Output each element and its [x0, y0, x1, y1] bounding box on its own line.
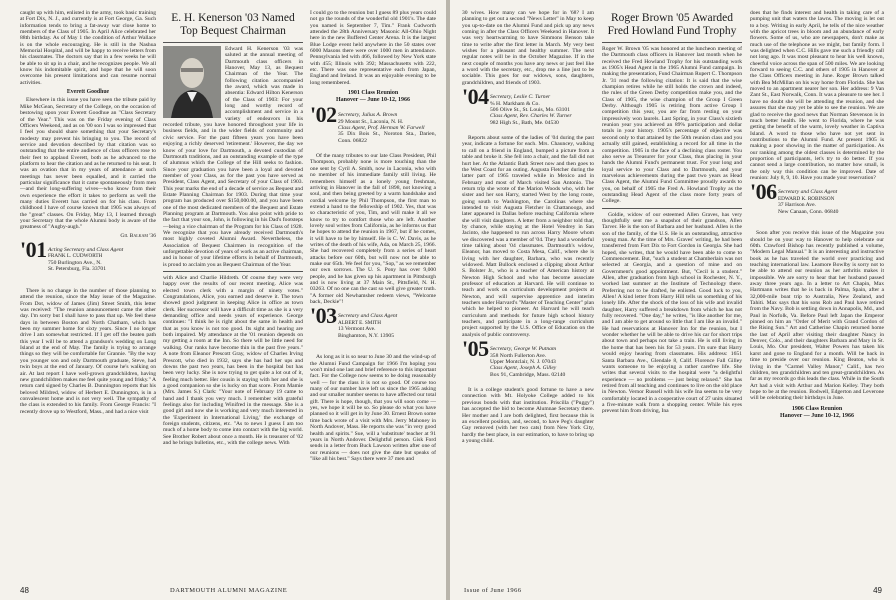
right-column-3: [750, 10, 884, 580]
secretary-address: 506 Olive St., St. Louis, Mo. 63101: [490, 106, 571, 113]
secretary-address: New Canaan, Conn. 06840: [778, 208, 839, 215]
secretary-address: 358 North Fullerton Ave.: [490, 352, 547, 359]
class-1905-header: [462, 336, 594, 384]
class-secretary-block: [48, 247, 123, 273]
class-notes-1903: As long as it is so near to June 30 and the wind-up of the Alumni Fund Campaign for 1966 I'm hoping you won't mind one last and brief reference to this important fact. For the College now seems to be doing reasonably well — for the class it is not so good. Of course too many of our number have left us since the 1965 asking and our smaller number seems to have affected our total gift. There is hope, though, that you will soon come — yes, we hope it will be so. So please do what you have planned so it will get in by June 30. Ernest Brown some time back wrote of a visit with Mrs. Jerry Mahoney in North Andover, Mass. He reports she was "in very good health and spirits." Sue, will a 'substitute' teacher at 91 years in North Andover. Delightful person. Gisk Ford sends in a letter from Buck Lawson written after one of our reunions — does not give the date but speaks of "like all his best." Says there were 37 men and: [310, 354, 436, 462]
secretary-name: ALBERT E. SMITH: [338, 319, 381, 326]
class-year: '06: [750, 179, 777, 205]
headline-kenerson: E. H. Kenerson '03 Named Top Bequest Chairman: [171, 12, 295, 37]
reunion-text: 1901 Class Reunion Hanover — June 10-12, 1966: [335, 90, 411, 104]
divider: [602, 208, 742, 209]
portrait-image: [163, 46, 221, 118]
footer-right: Issue of June 1966: [464, 587, 522, 594]
class-notes-1905: It is a college student's good fortune to have a new connection with Mt. Holyoke College added to his previous bonds with that institution. Priscilla ("Puggy") has accepted the bid to become Alumnae Secretary there. Her mother and I are both delighted, first because this is an excellent position, and, second, to have Peg's daughter Gay removed (with her two cats) from New York City, hardly the best place, in our estimation, to have to bring up a young child.: [462, 387, 594, 444]
secretary-name: EDWARD K. ROBINSON: [778, 195, 835, 202]
class-secretary-block: [338, 313, 397, 339]
class-notes-1904: Reports about some of the ladies of '04 during the past year, indicate a fortune for each. Mrs. Chauncey, walking to call on a friend in England, bumped a picture from a table and broke it. She fell into a chair, and the fall did not hurt her. At the Atlantic Bath Street now and then goes to the West Coast for an outing. Augusta Fletcher during the latter part of 1965 traveled while in Mexico and in February and most of March visited San Antonio. The return trip she wrote of the Marion Woods who, with her sister and her son Harry, started West by the long route, going south to Washington, the Carolinas where she intended to visit Augusta Fletcher in Chattanooga, and later appeared in Dallas before reaching California where she will visit daughters. A letter from a neighbor told that, by chance, while staying at the Hotel Vendrey in San Jacinto, she happened to run across Harry Moore whom we discovered was a member of '04. They had a wonderful time talking about '04 classmates. Dartmouth's widow, Eleanor, has moved to Costa Mesa, Calif., where she is living with her daughter, Barbara, who was recently widowed. Matt Bullock enclosed a clipping about Arthur S. Bolster Jr., who is a teacher of American history at Newton High School and who has become associate professor of education at Harvard. He will continue to teach and work on curriculum development projects at Newton, and will supervise apprentice and interim teachers under Harvard's "Master of Teaching Center" plan which he helped to pioneer. At Harvard he will teach curriculum and methods for future high school history teachers, and participate in a long-range curriculum project supported by the U.S. Office of Education on the analysis of public controversy.: [462, 135, 594, 338]
class-year: '02: [310, 102, 337, 128]
agent-line: Class Agent, Rev. Charles W. Turner: [490, 113, 572, 120]
secretary-line: Acting Secretary and Class Agent: [48, 247, 124, 254]
agent-line: Class Agent, Joseph A. Gilley: [490, 365, 557, 372]
portrait-photo: [163, 46, 221, 118]
obituary-heading: Everett Goodhue: [66, 89, 110, 96]
class-notes-1901-cont: with Alice and Charlie Hildreth. Of course they were very happy over the results of our recent meeting. Alice was elected town clerk with a margin of ninety votes." Congratulations, Alice, you earned and deserve it. The town showed good judgment in keeping Alice in office as town clerk. Her successor will have a difficult time as she is a very demanding office and needs years of experience. George continues: "I think he is right about the same in health and that as you know is not too good. Its sight and hearing are both impaired. My attendance at the '01 reunion depends on my getting a room at the Inn. So there will be little need for walking. Our ranks have become thin in the past five years." A note from Eleanor Prescott Gray, widow of Charles Irving Prescott, who died in 1932, says she has had her ups and downs the past two years, has been in the hospital but has been very lucky. She is now trying to get quite a lot out of it, feeling much better. Her cousin is staying with her and she is a good companion so she is lucky on that score. From Mamie (Mrs. James S.) Clark: "Your note of February 19 came to hand and I thank you very much. I remember with grateful feelings also for including Winifred in the message. She is a good girl and now she is working and very much interested in the 'Experiment in International Living,' the exchange of foreign students, citizens, etc. "As to news I guess I am too much of a home body to come into contact with the big world. See Brother Robert about once a month. He is treasurer of '02 and he brings bulletins, etc., with the college news. With: [163, 275, 303, 446]
secretary-address: % H. Markham & Co.: [490, 100, 540, 107]
article-intro: caught up with him, enlisted in the army, took basic training at Fort Dix, N. J., and currently is at Fort George, Ga. Such information tends to bring a fat-away war close home to members of the Class of 1905. In April Alice celebrated her 88th birthday. As of May 1 the condition of Arthur Wallace is on the whole encouraging. He is still in the Nashua Memorial Hospital, and will be happy to receive letters from his classmates. The doctors say that in a few weeks he will be able to sit up in a chair, and he recognizes people. We all know his indomitable spirit, and hope that he will soon overcome his present limitations and can resume normal activities.: [20, 10, 156, 86]
secretary-address: 29 Mount St., Laconia, N. H.: [338, 118, 404, 125]
class-notes-1902: Of the many tributes to our late Class President, Phil Thompson, probably none is more touching than the one sent by Cyril A. Smith, now in Laconia, who with no member of his immediate family still living. He remembers himself as a lonely young freshman, arriving in Hanover in the fall of 1898, not knowing a soul, and then being greeted by a warm handshake and cordial welcome by Phil Thompson, the first man to extend a hand to the fellowship of 1902. Yes, that was so characteristic of you, Tim, and will make it all we know to try to comfort those who are left. Another lovely soul writes from California, as he informs us that he hopes to attend the reunion in 1967, but if he comes, it will have to be by himself. He is C. W. Davis, as he writes of the death of his wife, Ada, on March 25, 1966. She had recovered completely from a series of heart attacks before our 60th, but will now not be able to make our 65th. We feel for you, "Sop," as we remember our own sorrows. The U. S. Pony has over 9,000 people, and he has given up his apartment in Pittsburgh and is now living at 37 Main St., Pittsfield, N. H. 03263. Of no one can the cast so well give greater truth. "A former old Newhamsher redeem views, "Welcome back, Deckie"!: [310, 153, 436, 306]
right-column-1: [462, 10, 594, 580]
class-year: '03: [310, 303, 337, 329]
kenerson-article: Edward H. Kenerson '03 was saluted at the annual meeting of Dartmouth class officers in Hanover, May 13, as Bequest Chairman of the Year. The following citation accompanied the award, which was made in absentia: Edward Hilton Kenerson of the Class of 1903: For your long and worthy record of accomplishment and service in a variety of endeavors in his recorded tribute, you have honored throughout your life in business fields, and in the wider fields of community and civic service. For the past fifteen years you have been enjoying a richly deserved 'retirement.' However, the day we know of your love for Dartmouth, a devoted custodian of Dartmouth traditions, and an outstanding example of the type of alumnus which the College of the Hill seeks to fashion. Since your graduation you have been a loyal and devoted member of your Class, as for the past you have served as President, Class Agent, and Secretary of your Class of 1903. This year marks the end of a decade of service as Bequest and Estate Planning Chairman for 1903. During that time your program has produced over $150,000.00, and you have been one of the most dedicated members of the Bequest and Estate Planning program at Dartmouth. You also point with pride to the fact that your son, John, is following in his Dad's footsteps—being a vice chairman of the Program for his Class of 1928. We recognize that you have already received Dartmouth's most highly coveted Alumni Award. Nevertheless, the Association of Bequest Chairmen in recognition of the unforgettable devotion of years of work as an active chairman, and in honor of your lifetime efforts in behalf of Dartmouth, is proud to acclaim you as Bequest Chairman of the Year.: [163, 46, 303, 268]
secretary-address: 37 Harrison Ave.: [778, 202, 816, 209]
right-page: [450, 0, 896, 600]
class-1901-header: [20, 237, 156, 285]
secretary-line: Secretary, George W. Putnam: [490, 346, 557, 353]
right-column-2: [602, 10, 742, 580]
headline-brown: Roger Brown '05 Awarded Fred Howland Fund Trophy: [607, 12, 737, 37]
class-1904-header: [462, 84, 594, 132]
class-notes-1901: There is no change in the number of those planning to attend the reunion, since the May issue of the Magazine. From Dot, widow of James (Jim) Street Smith, this letter was received: "The reunion announcement came the other day. I'm sorry but I shall have to pass that up. We feel these days in between Boston and North Chatham, which has been my summer home for sixty years. Since I no longer drive I am somewhat restricted. If I get off the beaten path this year I will be to attend a grandson's wedding on Long Island at the end of May. The family is trying to arrange things so they will be comfortable for Grannie. "By the way you younger son and only Dartmouth graduate, Steve, had twin boys at the end of January. Of course he's walking on air. At last report I have well-grown grandchildren, having new grandchildren makes me feel quite young and frisky." A return card signed by Charles B. Dunnington reports that his beloved Mildred, widow of Herbert E. Dunnington, is in a convalescent home and is not very well. The sympathy of the class is extended to his family. From George Francis: "I recently drove up to Westford, Mass., and had a nice visit: [20, 288, 156, 415]
secretary-line: Secretary, Julius A. Brown: [338, 112, 398, 119]
class-year: '04: [462, 84, 489, 110]
secretary-address: Upper Montclair, N. J. 07043: [490, 358, 556, 365]
left-column-2: [163, 10, 303, 580]
class-1902-header: [310, 102, 436, 150]
left-page: [0, 0, 446, 600]
class-secretary-block: [778, 189, 838, 215]
left-column-1: [20, 10, 156, 580]
class-notes-1901-end: I could go to the reunion but I guess 89 plus years could not go the rounds of the wonderful old 1901's. The date you named is September 7, Tim." Frank Cudworth attended the 28th Anniversary Masonic All-Ohio Night here in the new Buffered Center Arena. It is the largest Blue Lodge event held anywhere in the 50 states over 6000 Masons there were over 1000 men in attendance. Pennsylvania led with 466, followed by New York state with 455; Illinois with 392; Massachusetts with 222, etc. There was one representative each from Japan, England and Ireland. It was an enjoyable evening to be long remembered.: [310, 10, 436, 86]
agent-address: 35 Dix Bois St., Noroton Sta., Darien, Conn. 06822: [338, 131, 436, 144]
reunion-text: 1906 Class Reunion Hanover — June 10-12, 1966: [779, 405, 855, 419]
agent-line: Class Agent, Prof. Herman W. Farwell: [338, 124, 425, 131]
secretary-line: Secretary, Leslie C. Turner: [490, 94, 551, 101]
secretary-line: Secretary and Class Agent: [778, 189, 838, 196]
page-number-left: 48: [20, 586, 29, 595]
class-notes-1905-end: does that he finds interest and health in taking care of a pumping unit that waters the lawns. The moving is let out to a boy. Writing in early April, he tells of the nice weather with the apricot trees in bloom and an abundance of early flowers. Some of us, who are newspapers, don't make as much use of the telephone as we might, but family form. I was delighted when C.C. Hills gave me such a friendly call not long ago. It was most pleasant to hear his well known, cheerful voice across the span of 500 miles. We are looking forward to seeing C.C. and others of 1905 in Hanover at the Class Officers meeting in June. Roger Brown talked with Bea McMillan on his way home from Florida. She has moved to an apartment nearer her son. Her address: 9 Van Zant St., East Norwalk, Conn. It was a pleasure to see her. I have no doubt she will be attending the reunion, and she assures that she may yet be able to see the reunion. We are glad to receive the good news that Norman Stevenson is in much better health. He went to Florida, where he was getting the benefit of the warm, lovely weather in Captiva Island. A word to those who have not yet sent in contributions to the Alumni Fund. At present 1905 is making a poor showing in the matter of participation. As our ranking among the oldest classes is determined by the proportion of participants, let's try to do better. If you cannot send a large contribution, no matter how small, is the only way this condition can be improved. Date of reunion: July 8, 9, 10. Have you made your reservation?: [750, 10, 884, 181]
secretary-address: 750 Burlington Ave., N.: [48, 259, 102, 266]
obituary-text: Elsewhere in this issue you have seen the tribute paid by Mike McGean, Secretary of the College, on the occasion of bestowing upon your Everett Goodhue an "Class Secretary of the Year." This was on the Friday evening of Class Officers Weekend, and as on '00 son I was so impressed that I feel you should share something that your Secretary's modesty may prevent his bringing to you. The record of service and devotion described by that citation was so outstanding that the entire audience of class officers rose to their feet to applaud Everett, both as he advanced to the platform to hear the citation and as he returned to his seat. It was an ovation that in my years of attendance at such meetings has never been equalled, and it carried the particular significance that it came spontaneously from men—and their long-suffering wives—who know from their own experience the effort it takes to perform as well the many duties Everett has carried on for his class. From childhood I have of course known that 1905 was always of the "great" classes. On Friday, May 13, I learned through your Secretary that the whole Alumni body is aware of the greatness of "Augby-augh.": [20, 97, 156, 231]
divider: [163, 271, 303, 272]
class-1903-header: [310, 303, 436, 351]
divider: [602, 42, 742, 43]
reunion-notice-1906: [750, 406, 884, 420]
secretary-address: Binghamton, N.Y. 13905: [338, 332, 394, 339]
left-column-3: [310, 10, 436, 580]
class-notes-1903-end: 30 wives. How many can we hope for in '68? I am planning to get out a second "News Letter" in May to keep you up-to-date on the Alumni Fund and pick up any news coming in after the Class Officers Weekend in Hanover. It was very heartwarming to have Simmons Benson take time to write after the first letter in March. My very best wishes for a pleasant and healthy summer. The next regular notes will be in the October Magazine. If in the next couple of months you have any news or just feel like a word with the secretary, etc., drop me a line just to be sociable. This goes for our widows, sons, daughters, grandchildren, and friends of 1903.: [462, 10, 594, 86]
class-1906-header: [750, 179, 884, 227]
class-secretary-block: [490, 94, 572, 126]
class-secretary-block: [490, 346, 565, 378]
footer-left: DARTMOUTH ALUMNI MAGAZINE: [170, 587, 288, 594]
class-year: '05: [462, 336, 489, 362]
brown-article: Roger W. Brown '05 was honored at the luncheon meeting of the Dartmouth class officers in Hanover last month when he received the Fred Howland Trophy for his outstanding work as 1905's Head Agent in the 1965 Alumni Fund campaign. In making the presentation, Fund Chairman Rupert C. Thompson Jr. '31 read the following citation: It is said that the wise champion retires while he still holds the crown and indeed, the rules of the Green Derby competition make you, and the Class of 1905, the wise champion of the Group I Green Derby. Although 1905 is retiring from active Group I competition this year, you are far from resting on your impressively won laurels. Last Spring, in your Class's sixtieth reunion year you achieved an 89% participation and dollar totals in your history. 1905's percentage of objective was second only to that attained by the 50th reunion class and you actually still gained, establishing a record for all time in the competition. 1905 in the face of a declining class roster. You also serve as Treasurer for your Class, thus placing in your hands the Alumni Fund's permanent trust. For your long and loyal service to your Class and to Dartmouth, and your marvelous achievements during the past two years as Head Class Agent, the Alumni Fund Committee proudly awards to you, on behalf of 1905 the Fred A. Howland Trophy as the outstanding Head Agent of the class more forty years of College.: [602, 46, 742, 205]
secretary-address: St. Petersburg, Fla. 33701: [48, 266, 107, 273]
class-notes-1906: Soon after you receive this issue of the Magazine you should be on your way to Hanover to help celebrate our 60th. Crawford Bishop has recently published a volume, "Modern Legal Manual." It is an interesting and instructive book as he has traveled the world over practicing and teaching international law. Leamore Bowlby is sorry not to be able to attend our reunion as her arthritis makes it impossible. We are sorry to hear that her husband passed away three years ago. In a letter to Art Chapin, Max Hartmann writes that he is back in Palma, Spain, after a 32,000-mile boat trip to Australia, New Zealand, and Tahiti. Max says that his sons Rob and Paul have retired from the Navy. Bob is settling down in Annapolis, Md., and Paul in Norfolk, Va. Before Paul left Japan the Emperor pinned on him an "Order of Merit with Grand Cordon of the Rising Sun." Art and Catherine Chapin returned home the last of April after visiting their daughter Nancy in Denver, Colo., and their daughters Barbara and Mary in St. Louis, Mo. Our president, Walter Powers has taken his karst and gone to England for a month. Will be back in time to preside over our reunion. King Beaton, who is living in the "Carmel Valley Manor," Calif., has two children, ten grandchildren and ten great-grandchildren. As far as my records go this leads the class. While in the South Art had a visit with Arthur and Marion Kelley. They both hope to be at the reunion. Bodwell, Edgerton and Leverone will be celebrating their birthdays in June.: [750, 230, 884, 402]
class-notes-1905-cont: Goldie, widow of our esteemed Allen Graves, has very thoughtfully sent me a snapshot of their grandson, Allen Tarver. He is the son of Barbara and her husband. Allen is the son of the family, of the U.S. He is an outstanding, attractive young man. At the time of Mrs. Graves' writing, he had been transferred from Fort Dix to Fort Gordon in Georgia. She had hoped, she writes, that he would have been able to come to Commencement. But, "such a student at Chamberlain was not selected at Georgia, and a question of mine and on Government's good appointment. But, "Cecil is a student." Allen, after graduation from high school in Rochester, N. Y., worked last summer at the Institute of Technology there. Preferring not to be drafted, he enlisted. Good luck to you, Allen! A kind letter from Harry Hill tells us something of his lonely life. After the shock of the loss of his wife and invalid daughter, Harry suffered a breakdown from which he has not fully recovered. "One day," he writes, "is like another for me, and I am able to get around so little that I am like an invalid." He had reservations at Hanover Inn for the reunion, but I wonder whether he will be able to drive his car for short trips about town and perhaps not take a train. He is still living in the home that has been his for 53 years. I'm sure that Harry would enjoy hearing from classmates. His address: 1651 Santa Barbara Ave., Glendale 8, Calif. Florence Fall Gilley wants someone to be enjoying a rather carefree life. She writes that several visits to the hospital were "a delightful experience — no problems — just being relaxed." She has retired from all teaching and continues to live on the old place in Newton. Vernor Russell with his wife Ina seems to be very comfortably located in a cooperative court of 27 units situated a five-minute walk from a shopping center. While his eyes prevent him from driving, Ina: [602, 211, 742, 415]
agent-address: Box 91, Cambridge, Mass. 02140: [490, 371, 566, 378]
agent-address: 982 High St., Bath, Me. 04530: [490, 119, 559, 126]
secretary-name: FRANK L. CUDWORTH: [48, 253, 103, 260]
secretary-line: Secretary and Class Agent: [338, 313, 398, 320]
page-number-right: 49: [873, 586, 882, 595]
signature: Gil Balkam '36: [120, 232, 156, 239]
secretary-address: 13 Vermont Ave.: [338, 326, 376, 333]
class-secretary-block: [338, 112, 436, 144]
divider: [163, 42, 303, 43]
class-year: '01: [20, 237, 47, 263]
